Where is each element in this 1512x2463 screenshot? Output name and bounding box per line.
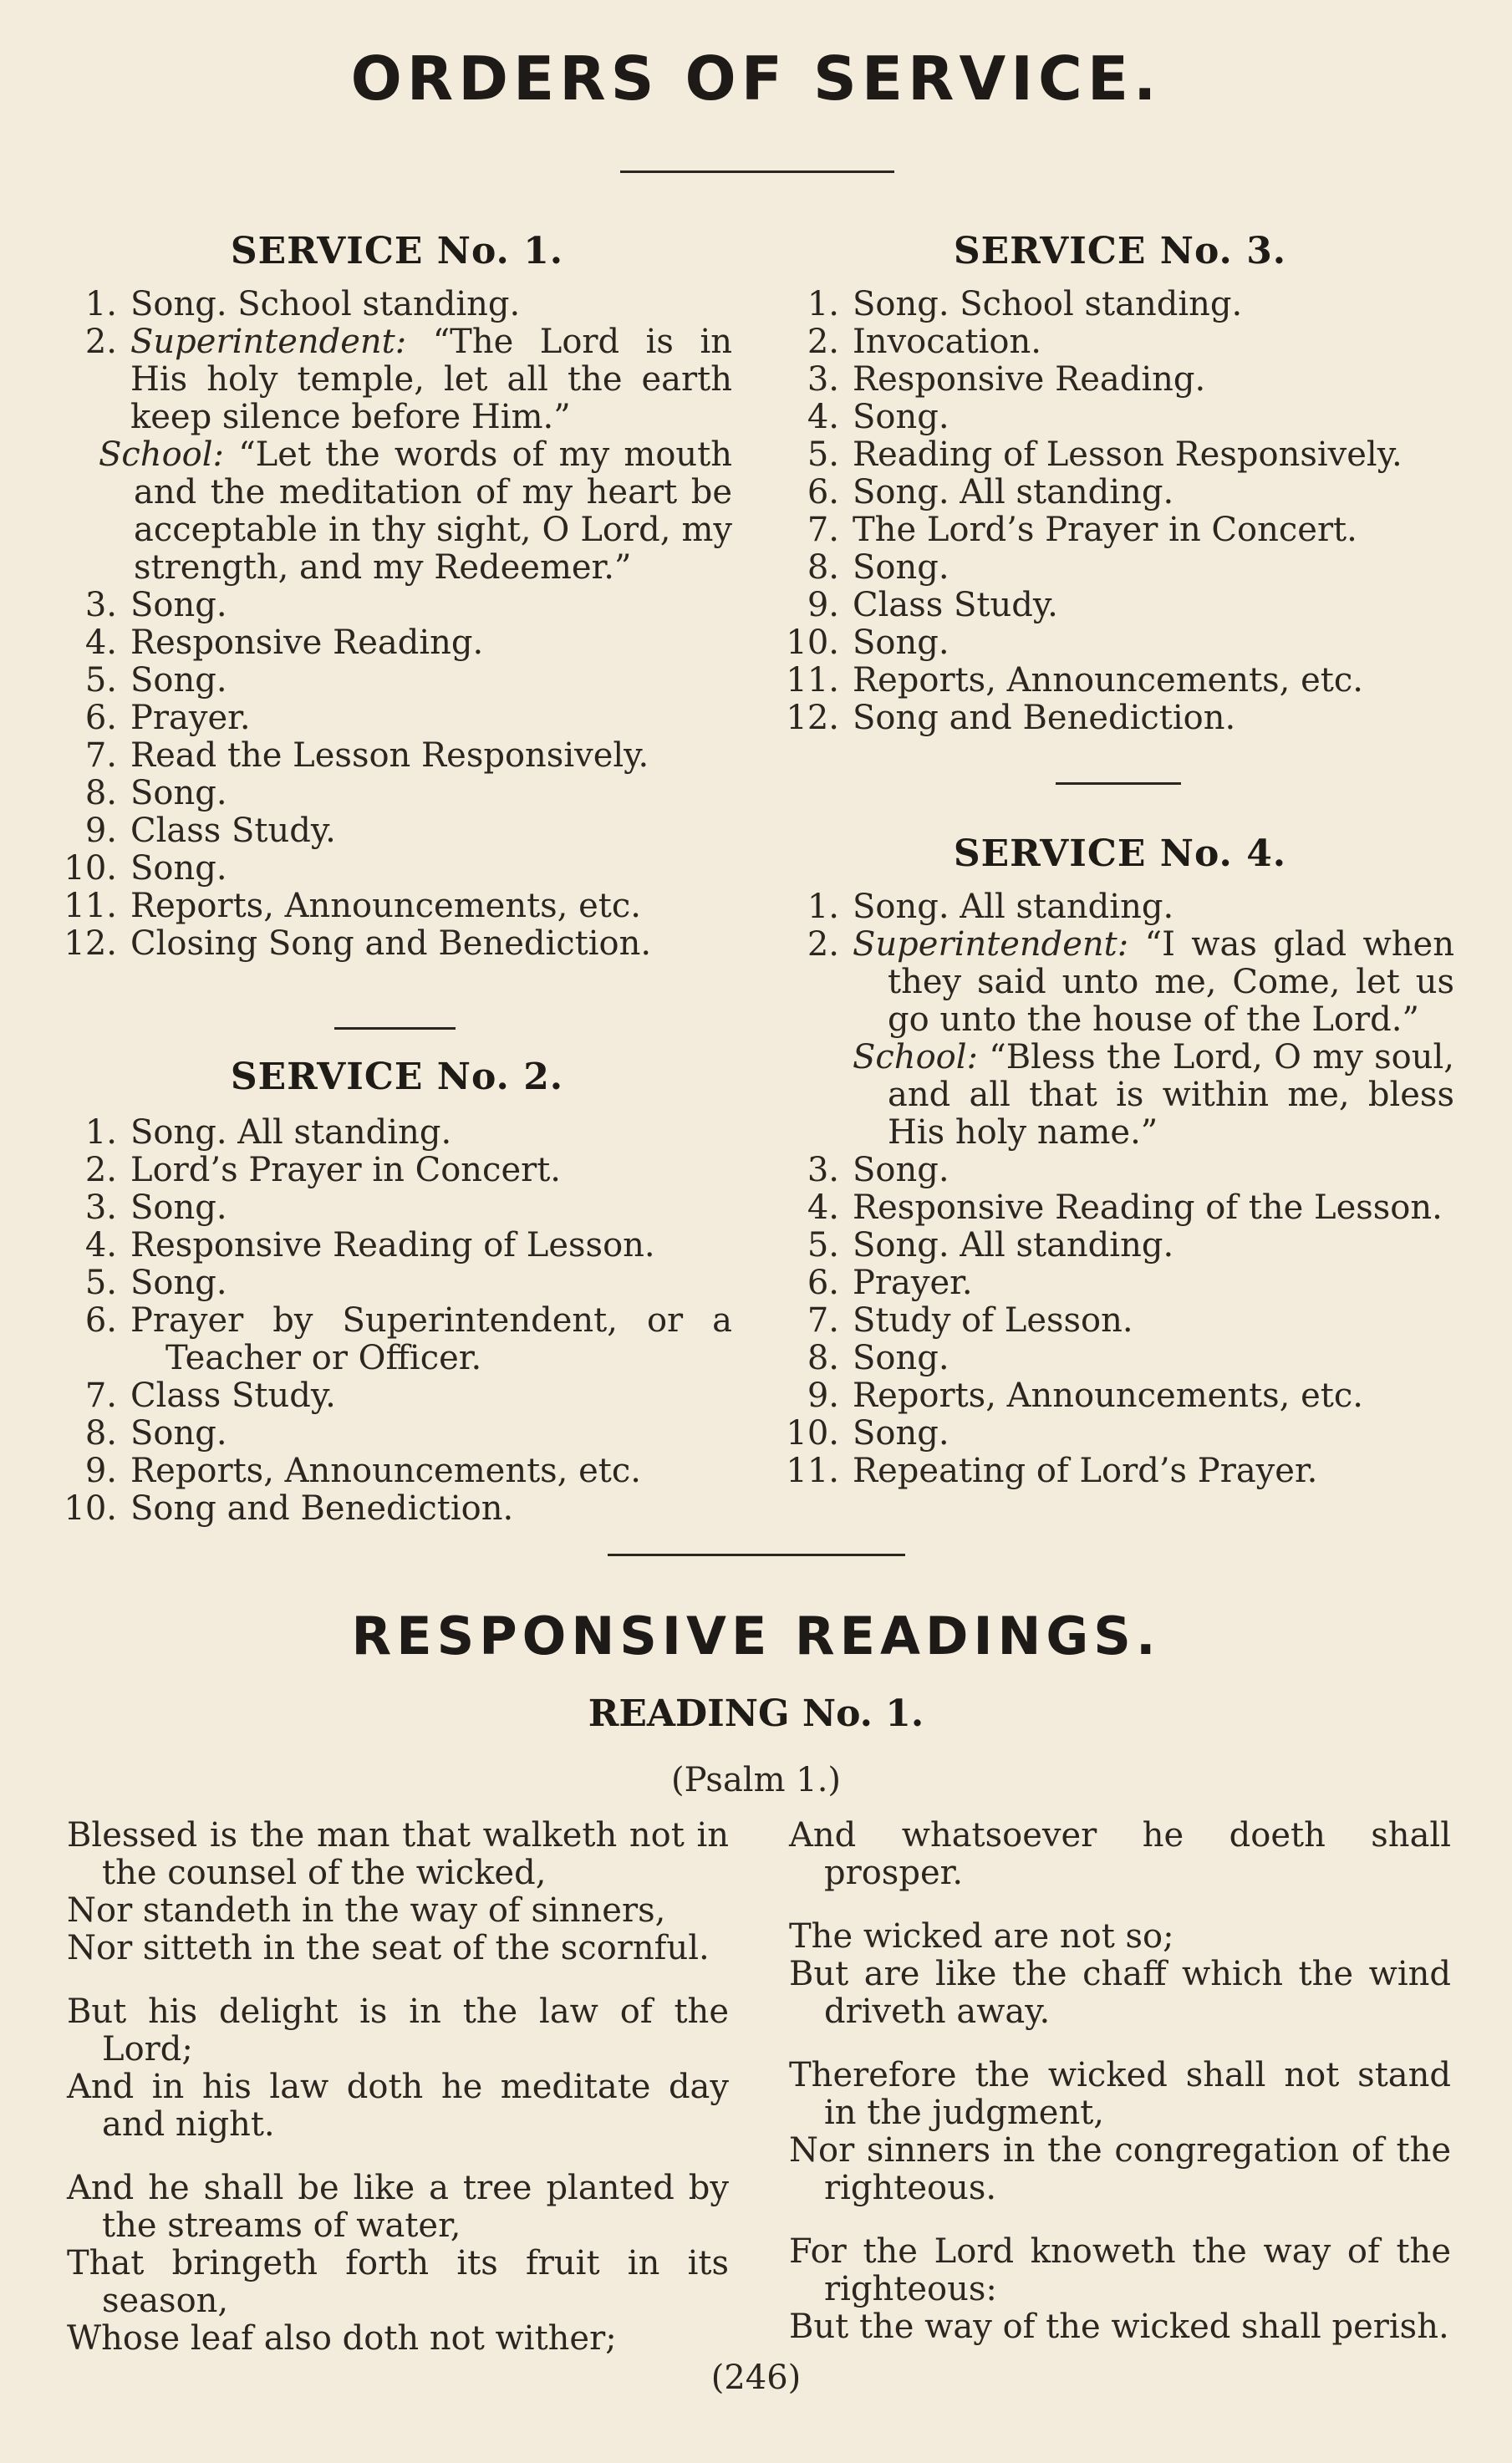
list-item: 6. Prayer by Superintendent, or a Teacher or Officer. (84, 1301, 732, 1377)
list-item: 6. Prayer. (807, 1264, 973, 1302)
list-item: 5. Song. All standing. (807, 1226, 1174, 1265)
list-item: 11. Reports, Announcements, etc. (786, 661, 1363, 700)
list-item: 9. Class Study. (84, 812, 336, 850)
verse-line: And he shall be like a tree planted by the streams of water, (67, 2169, 729, 2245)
service-4-heading: SERVICE No. 4. (953, 832, 1287, 875)
list-item: School: “Bless the Lord, O my soul, and all that is within me, bless His holy name.” (853, 1038, 1454, 1152)
list-item: 4. Responsive Reading of Lesson. (84, 1226, 655, 1265)
verse-line: Blessed is the man that walketh not in the counsel of the wicked, (67, 1816, 729, 1892)
service-1-heading: SERVICE No. 1. (230, 230, 564, 272)
stanza (789, 1817, 1451, 1892)
list-item: 5. Song. (84, 661, 227, 700)
service-3-list (786, 286, 1454, 737)
verse-line: But the way of the wicked shall perish. (789, 2308, 1449, 2346)
list-item: 6. Song. All standing. (807, 473, 1174, 511)
service-divider (1056, 782, 1181, 785)
list-item: 5. Song. (84, 1264, 227, 1302)
list-item: 1. Song. School standing. (807, 285, 1243, 323)
list-item: 8. Song. (84, 774, 227, 812)
list-item: 4. Song. (807, 398, 949, 436)
verse-line: Nor standeth in the way of sinners, (67, 1891, 666, 1930)
list-item: 3. Song. (84, 586, 227, 624)
list-item: 9. Reports, Announcements, etc. (84, 1452, 641, 1490)
verse-line: And whatsoever he doeth shall prosper. (789, 1816, 1451, 1892)
list-item: 2. Superintendent: “The Lord is in His holy temple, let all the earth keep silence before Him.” (84, 323, 732, 436)
list-item: 12. Closing Song and Benediction. (64, 924, 652, 963)
list-item: 2. Invocation. (807, 323, 1041, 361)
verse-line: But his delight is in the law of the Lord; (67, 1992, 729, 2069)
list-item: 3. Song. (807, 1151, 949, 1189)
verse-line: Whose leaf also doth not wither; (67, 2319, 617, 2358)
service-2-list (64, 1114, 732, 1528)
stanza (789, 2057, 1451, 2207)
list-item: 10. Song and Benediction. (64, 1489, 514, 1528)
verse-line: Nor sitteth in the seat of the scornful. (67, 1929, 710, 1967)
list-item: 8. Song. (807, 1339, 949, 1377)
list-item: 4. Responsive Reading of the Lesson. (807, 1188, 1443, 1227)
list-item: 10. Song. (786, 1414, 949, 1453)
verse-line: That bringeth forth its fruit in its season, (67, 2244, 729, 2320)
stanza (789, 1918, 1451, 2031)
list-item: 8. Song. (84, 1414, 227, 1453)
reading-source: (Psalm 1.) (670, 1761, 842, 1799)
list-item: 11. Repeating of Lord’s Prayer. (786, 1452, 1318, 1490)
stanza (67, 1817, 729, 1967)
list-item: 1. Song. School standing. (84, 285, 521, 323)
reading-left-column (67, 1817, 729, 2384)
list-item: 10. Song. (786, 623, 949, 662)
list-item: 9. Reports, Announcements, etc. (807, 1377, 1363, 1415)
list-item: 3. Song. (84, 1188, 227, 1227)
page-title: ORDERS OF SERVICE. (350, 43, 1162, 114)
service-3-heading: SERVICE No. 3. (953, 230, 1287, 272)
list-item: School: “Let the words of my mouth and the meditation of my heart be acceptable in thy sight, O Lord, my strength, and my Redeemer.” (99, 435, 732, 587)
list-item: 8. Song. (807, 548, 949, 587)
list-item: 6. Prayer. (84, 699, 251, 737)
service-4-list (786, 888, 1454, 1490)
verse-line: Nor sinners in the congregation of the righteous. (789, 2131, 1451, 2207)
reading-heading: READING No. 1. (588, 1692, 924, 1735)
list-item: 2. Superintendent: “I was glad when they said unto me, Come, let us go unto the house of the Lord.” (807, 925, 1454, 1039)
list-item: 10. Song. (64, 849, 227, 888)
service-1-list (64, 286, 732, 963)
list-item: 7. Class Study. (84, 1377, 336, 1415)
verse-line: Therefore the wicked shall not stand in the judgment, (789, 2056, 1451, 2132)
list-item: 4. Responsive Reading. (84, 623, 484, 662)
list-item: 7. The Lord’s Prayer in Concert. (807, 511, 1357, 549)
service-2-heading: SERVICE No. 2. (230, 1056, 564, 1098)
list-item: 9. Class Study. (807, 586, 1058, 624)
list-item: 3. Responsive Reading. (807, 360, 1206, 399)
stanza (67, 1993, 729, 2144)
stanza (67, 2170, 729, 2358)
list-item: 12. Song and Benediction. (786, 699, 1236, 737)
list-item: 11. Reports, Announcements, etc. (64, 887, 641, 925)
verse-line: And in his law doth he meditate day and night. (67, 2068, 729, 2144)
section-divider (608, 1554, 905, 1556)
list-item: 5. Reading of Lesson Responsively. (807, 435, 1403, 474)
stanza (789, 2233, 1451, 2346)
title-divider (620, 170, 894, 173)
readings-title: RESPONSIVE READINGS. (351, 1606, 1161, 1667)
list-item: 7. Read the Lesson Responsively. (84, 736, 649, 775)
list-item: 1. Song. All standing. (84, 1113, 452, 1152)
verse-line: The wicked are not so; (789, 1917, 1174, 1956)
list-item: 1. Song. All standing. (807, 888, 1174, 926)
list-item: 7. Study of Lesson. (807, 1301, 1133, 1340)
page-number: (246) (710, 2359, 802, 2397)
list-item: 2. Lord’s Prayer in Concert. (84, 1151, 562, 1189)
verse-line: But are like the chaff which the wind driveth away. (789, 1955, 1451, 2031)
reading-right-column (789, 1817, 1451, 2372)
verse-line: For the Lord knoweth the way of the righteous: (789, 2232, 1451, 2308)
service-divider (334, 1027, 456, 1030)
